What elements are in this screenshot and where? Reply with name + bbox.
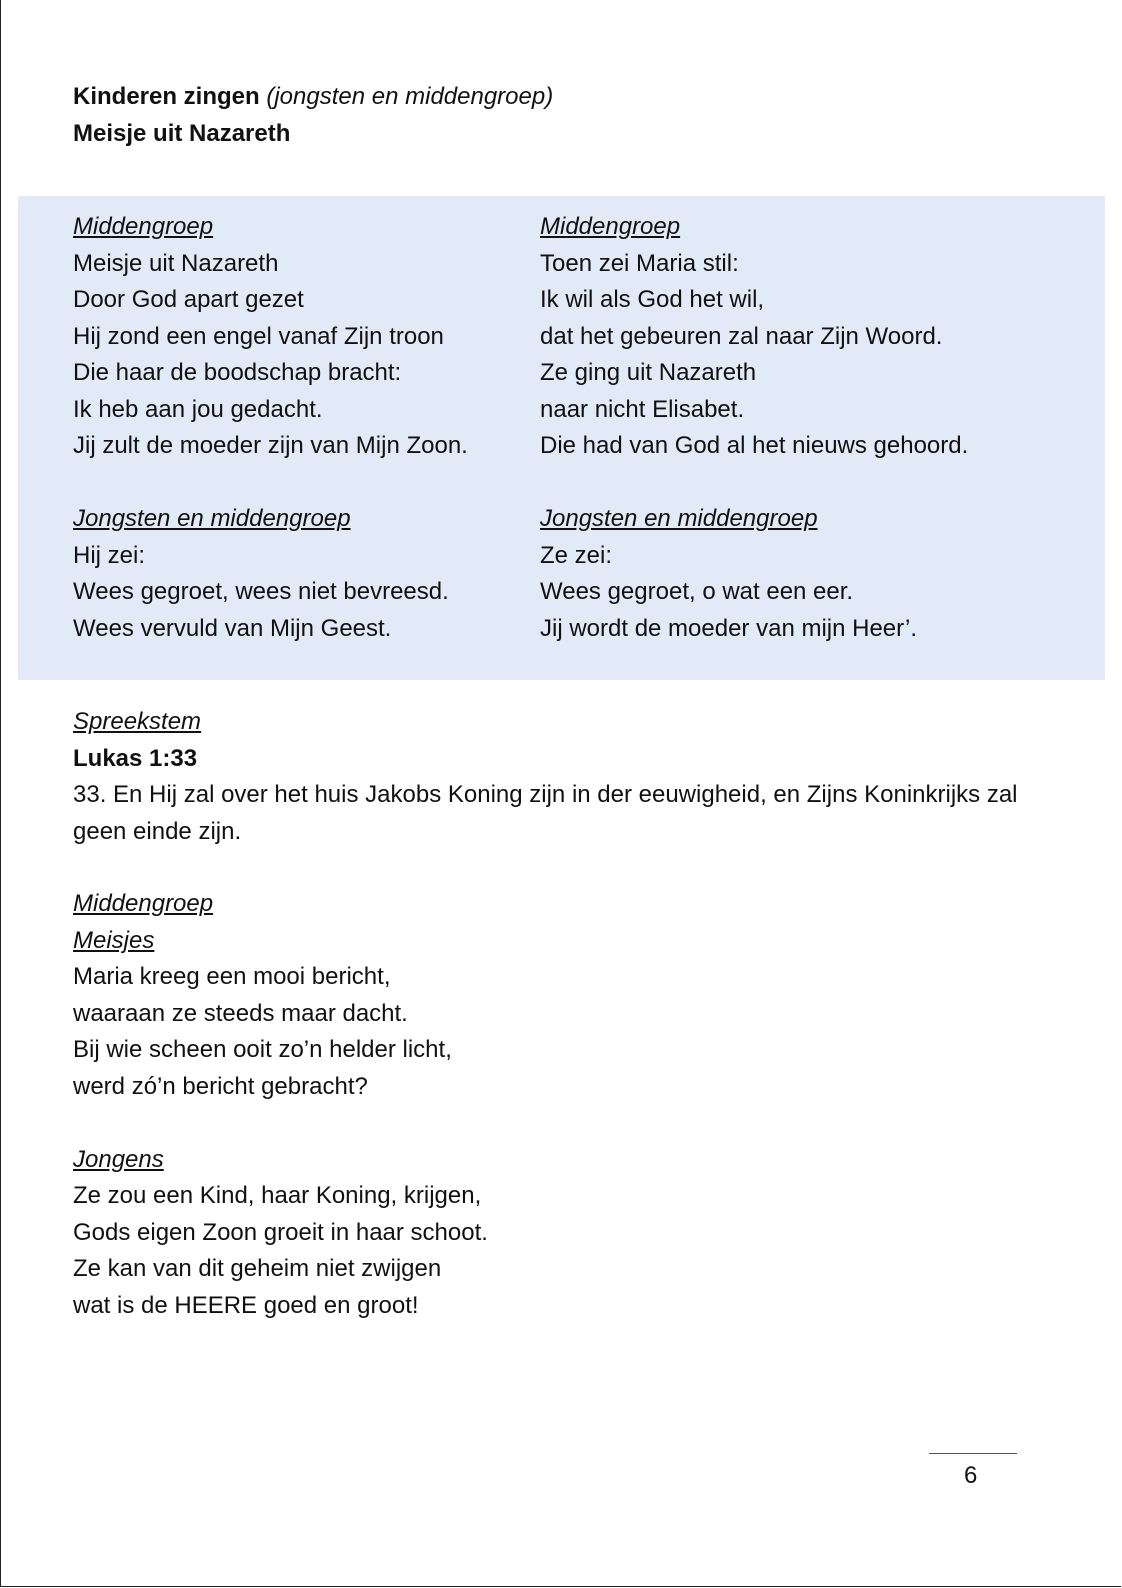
verse-label: Jongsten en middengroep	[73, 505, 351, 532]
lyric-line: Die had van God al het nieuws gehoord.	[540, 432, 969, 459]
lyric-line: Meisje uit Nazareth	[73, 249, 279, 277]
lyric-line: Door God apart gezet	[73, 286, 304, 313]
page-number: 6	[964, 1462, 978, 1489]
lyric-line: Ze zou een Kind, haar Koning, krijgen,	[73, 1182, 482, 1209]
stanza-gap	[73, 465, 468, 502]
girls-label: Meisjes	[73, 926, 155, 954]
lyric-line: waaraan ze steeds maar dacht.	[73, 999, 408, 1027]
lyric-line: Wees vervuld van Mijn Geest.	[73, 614, 392, 642]
lyric-line: Ze kan van dit geheim niet zwijgen	[73, 1255, 442, 1282]
section-title-italic: (jongsten en middengroep)	[266, 83, 554, 110]
stanza-gap	[73, 1105, 488, 1142]
lyric-line: Ze ging uit Nazareth	[540, 359, 757, 386]
lyric-line: Maria kreeg een mooi bericht,	[73, 963, 391, 990]
song-section	[73, 886, 488, 1324]
lyric-line: Hij zei:	[73, 541, 146, 569]
verse-label: Middengroep	[73, 213, 214, 240]
reading-text: 33. En Hij zal over het huis Jakobs Koning zijn in der eeuwigheid, en Zijns Koninkrijks zal geen einde zijn.	[73, 781, 1018, 845]
stanza-gap	[540, 465, 968, 502]
song-title: Meisje uit Nazareth	[73, 119, 291, 147]
lyric-line: Die haar de boodschap bracht:	[73, 359, 402, 386]
verse-label: Middengroep	[540, 213, 681, 240]
lyric-line: Jij wordt de moeder van mijn Heer’.	[540, 614, 918, 642]
lyrics-right-column	[540, 209, 968, 647]
heading	[73, 79, 553, 152]
lyric-line: Gods eigen Zoon groeit in haar schoot.	[73, 1218, 488, 1246]
footer-rule	[929, 1453, 1017, 1454]
verse-label: Jongsten en middengroep	[540, 505, 818, 532]
lyric-line: dat het gebeuren zal naar Zijn Woord.	[540, 322, 943, 350]
section-title	[73, 79, 553, 116]
lyric-line: Bij wie scheen ooit zo’n helder licht,	[73, 1036, 452, 1063]
lyric-line: Hij zond een engel vanaf Zijn troon	[73, 322, 444, 350]
group-label: Middengroep	[73, 890, 214, 917]
lyrics-left-column	[73, 209, 468, 647]
lyric-line: naar nicht Elisabet.	[540, 395, 745, 423]
lyric-line: Wees gegroet, wees niet bevreesd.	[73, 578, 449, 605]
section-title-bold: Kinderen zingen	[73, 83, 260, 110]
lyric-line: Ik heb aan jou gedacht.	[73, 395, 323, 423]
reading-label: Spreekstem	[73, 708, 202, 735]
boys-label: Jongens	[73, 1145, 164, 1173]
lyric-line: Ik wil als God het wil,	[540, 286, 765, 313]
lyric-line: werd zó’n bericht gebracht?	[73, 1072, 368, 1100]
lyric-line: Jij zult de moeder zijn van Mijn Zoon.	[73, 432, 468, 459]
lyric-line: Toen zei Maria stil:	[540, 249, 739, 277]
bible-reading	[73, 704, 1048, 850]
reading-reference: Lukas 1:33	[73, 744, 198, 772]
lyric-line: Ze zei:	[540, 541, 613, 569]
lyric-line: wat is de HEERE goed en groot!	[73, 1291, 419, 1319]
lyric-line: Wees gegroet, o wat een eer.	[540, 578, 854, 605]
